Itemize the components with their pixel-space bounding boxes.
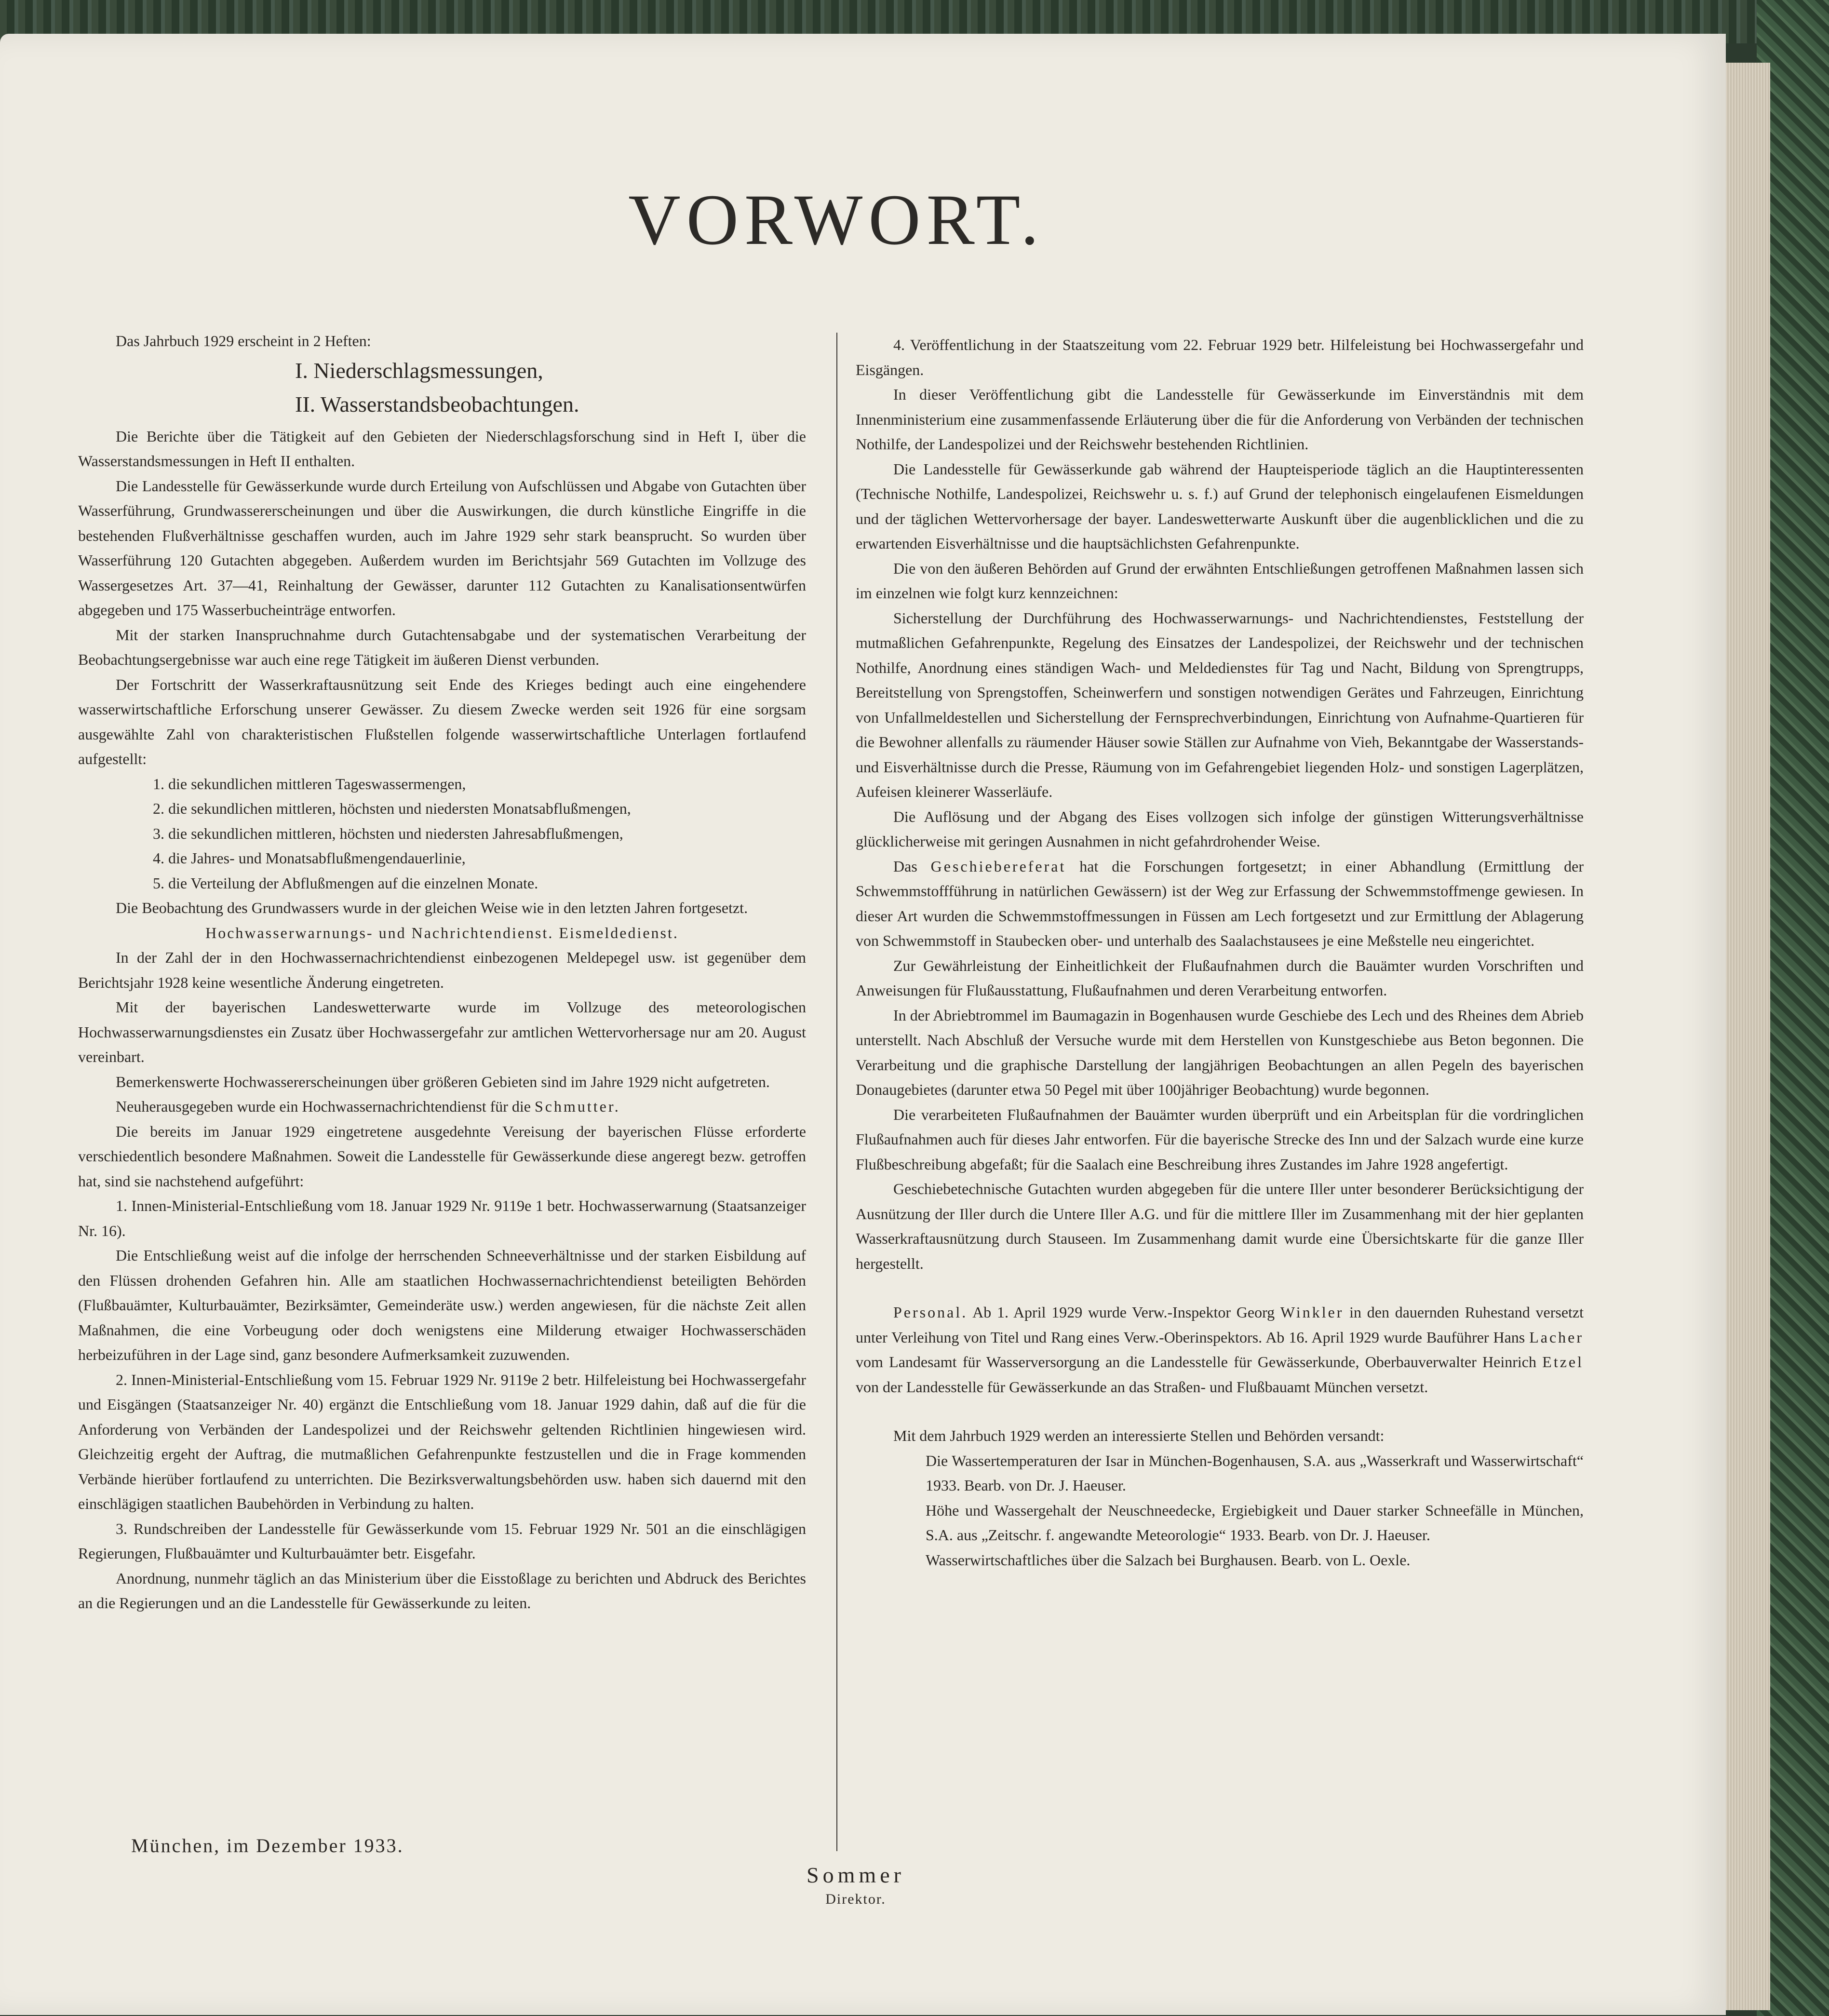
paragraph: 3. Rundschreiben der Landesstelle für Gewässerkunde vom 15. Februar 1929 Nr. 501 an die einschlägigen Regierungen, Flußbauämter und Kulturbauämter betr. Eisgefahr.	[78, 1519, 806, 1562]
signature-name: Sommer	[807, 1863, 905, 1887]
publication-item: Wasserwirtschaftliches über die Salzach bei Burghausen. Bearb. von L. Oexle.	[926, 1551, 1411, 1569]
person-name: Lacher	[1529, 1328, 1584, 1346]
paragraph: Die bereits im Januar 1929 eingetretene ausgedehnte Vereisung der bayerischen Flüsse erforderte verschiedentlich besondere Maßnahmen. Soweit die Landesstelle für Gewässerkunde diese angeregt bezw. getroffen hat, sind sie nachstehend aufgeführt:	[78, 1122, 806, 1190]
numbered-list	[153, 772, 806, 896]
person-name: Etzel	[1542, 1353, 1584, 1371]
list-item: 1. die sekundlichen mittleren Tageswassermengen,	[153, 775, 466, 793]
paragraph: Die Entschließung weist auf die infolge der herrschenden Schneeverhältnisse und der starken Eisbildung auf den Flüssen drohenden Gefahren hin. Alle am staatlichen Hochwassernachrichtendienst beteiligten Behörden (Flußbauämter, Kulturbauämter, Bezirksämter, Gemeinderäte usw.) werden angewiesen, für die nächste Zeit allen Maßnahmen, die eine Vorbeugung oder doch wenigstens eine Milderung etwaiger Hochwasserschäden herbeizuführen in der Lage sind, ganz besondere Aufmerksamkeit zuzuwenden.	[78, 1247, 806, 1363]
personnel-paragraph	[856, 1300, 1584, 1399]
paragraph: Die von den äußeren Behörden auf Grund der erwähnten Entschließungen getroffenen Maßnahmen lassen sich im einzelnen wie folgt kurz kennzeichnen:	[856, 559, 1584, 602]
publication-list	[926, 1449, 1584, 1573]
paragraph: 4. Veröffentlichung in der Staatszeitung vom 22. Februar 1929 betr. Hilfeleistung bei Hochwassergefahr und Eisgängen.	[856, 336, 1584, 378]
paragraph: Mit der starken Inanspruchnahme durch Gutachtensabgabe und der systematischen Verarbeitung der Beobachtungsergebnisse war auch eine rege Tätigkeit im äußeren Dienst verbunden.	[78, 626, 806, 668]
publication-item: Höhe und Wassergehalt der Neuschneedecke, Ergiebigkeit und Dauer starker Schneefälle in München, S.A. aus „Zeitschr. f. angewandte Meteorologie“ 1933. Bearb. von Dr. J. Haeuser.	[926, 1501, 1584, 1544]
list-item: 2. die sekundlichen mittleren, höchsten und niedersten Monatsabflußmengen,	[153, 800, 631, 817]
paragraph: Die Landesstelle für Gewässerkunde wurde durch Erteilung von Aufschlüssen und Abgabe von Gutachten über Wasserführung, Grundwassererscheinungen und über die Auswirkungen, die durch künstliche Eingriffe in die bestehenden Flußverhältnisse geschaffen wurden, auch im Jahre 1929 sehr stark beansprucht. So wurden über Wasserführung 120 Gutachten abgegeben. Außerdem wurden im Berichtsjahr 569 Gutachten im Vollzuge des Wassergesetzes Art. 37—41, Reinhaltung der Gewässer, darunter 112 Gutachten zu Kanalisationsentwürfen abgegeben und 175 Wasserbucheinträge entworfen.	[78, 477, 806, 618]
paragraph: Der Fortschritt der Wasserkraftausnützung seit Ende des Krieges bedingt auch eine eingehendere wasserwirtschaftliche Erforschung unserer Gewässer. Zu diesem Zwecke werden seit 1926 für eine sorgsam ausgewählte Zahl von charakteristischen Flußstellen folgende wasserwirtschaftliche Unterlagen fortlaufend aufgestellt:	[78, 675, 806, 767]
volume-list	[295, 354, 806, 421]
paragraph: Die Berichte über die Tätigkeit auf den Gebieten der Niederschlagsforschung sind in Heft I, über die Wasserstandsmessungen in Heft II enthalten.	[78, 427, 806, 470]
intro-line: Das Jahrbuch 1929 erscheint in 2 Heften:	[116, 332, 371, 349]
list-item: 5. die Verteilung der Abflußmengen auf die einzelnen Monate.	[153, 874, 538, 892]
paragraph: Bemerkenswerte Hochwassererscheinungen über größeren Gebieten sind im Jahre 1929 nicht aufgetreten.	[116, 1073, 770, 1090]
paragraph: 1. Innen-Ministerial-Entschließung vom 18. Januar 1929 Nr. 9119e 1 betr. Hochwasserwarnung (Staatsanzeiger Nr. 16).	[78, 1197, 806, 1239]
place-date: München, im Dezember 1933.	[131, 1835, 404, 1856]
paragraph: Die Landesstelle für Gewässerkunde gab während der Haupteisperiode täglich an die Hauptinteressenten (Technische Nothilfe, Landespolizei, Reichswehr u. s. f.) auf Grund der telephonisch eingelaufenen Eismeldungen und der täglichen Wettervorhersage der bayer. Landeswetterwarte Auskunft über die augenblicklichen und die zu erwartenden Eisverhältnisse und die hauptsächlichsten Gefahrenpunkte.	[856, 460, 1584, 552]
paragraph-text: in den dauernden Ruhestand versetzt unter Verleihung von Titel und Rang eines Verw.-Oberinspektors. Ab 16. April 1929 wurde Bauführer Hans	[856, 1304, 1584, 1346]
paragraph: Die Beobachtung des Grundwassers wurde in der gleichen Weise wie in den letzten Jahren fortgesetzt.	[116, 899, 748, 916]
paragraph: Geschiebetechnische Gutachten wurden abgegeben für die untere Iller unter besonderer Berücksichtigung der Ausnützung der Iller durch die Untere Iller A.G. und für die mittlere Iller im Zusammenhang mit der hier geplanten Wasserkraftausnützung durch Stauseen. Im Zusammenhang damit wurde eine Übersichtskarte für die ganze Iller hergestellt.	[856, 1180, 1584, 1272]
paragraph: Die verarbeiteten Flußaufnahmen der Bauämter wurden überprüft und ein Arbeitsplan für die vordringlichen Flußaufnahmen auch für dieses Jahr entworfen. Für die bayerische Strecke des Inn und der Salzach wurde eine kurze Flußbeschreibung abgefaßt; für die Saalach eine Beschreibung ihres Zustandes im Jahre 1928 angefertigt.	[856, 1105, 1584, 1173]
volume-item: II. Wasserstandsbeobachtungen.	[295, 391, 579, 417]
paragraph: Anordnung, nunmehr täglich an das Ministerium über die Eisstoßlage zu berichten und Abdruck des Berichtes an die Regierungen und an die Landesstelle für Gewässerkunde zu leiten.	[78, 1569, 806, 1612]
signature-title: Direktor.	[825, 1891, 886, 1907]
section-heading: Hochwasserwarnungs- und Nachrichtendienst. Eismeldedienst.	[205, 924, 679, 941]
spacer	[856, 1276, 1584, 1300]
paragraph: Zur Gewährleistung der Einheitlichkeit der Flußaufnahmen durch die Bauämter wurden Vorschriften und Anweisungen für Flußausstattung, Flußaufnahmen und deren Verarbeitung entworfen.	[856, 956, 1584, 999]
list-item: 4. die Jahres- und Monatsabflußmengendauerlinie,	[153, 849, 466, 867]
publication-item: Die Wassertemperaturen der Isar in München-Bogenhausen, S.A. aus „Wasserkraft und Wasserwirtschaft“ 1933. Bearb. von Dr. J. Haeuser.	[926, 1452, 1584, 1494]
paragraph	[78, 1094, 806, 1119]
paragraph-text: Neuherausgegeben wurde ein Hochwassernachrichtendienst für die	[116, 1098, 535, 1115]
paragraph-text: Ab 1. April 1929 wurde Verw.-Inspektor Georg	[968, 1304, 1280, 1321]
spacer	[856, 1399, 1584, 1424]
paragraph-text: hat die Forschungen fortgesetzt; in einer Abhandlung (Ermittlung der Schwemmstoffführung in natürlichen Gewässern) ist der Weg zur Erfassung der Schwemmstoffmenge gewiesen. In dieser Art wurden die Schwemmstoffmessungen in Füssen am Lech fortgesetzt und zur Ermittlung der Ablagerung von Schwemmstoff in Staubecken ober- und unterhalb des Saalachstausees je eine Meßstelle neu eingerichtet.	[856, 857, 1584, 949]
paragraph: Mit dem Jahrbuch 1929 werden an interessierte Stellen und Behörden versandt:	[893, 1427, 1385, 1444]
emphasized-term: Geschiebereferat	[930, 857, 1066, 875]
river-name: Schmutter.	[534, 1098, 620, 1115]
paragraph: Sicherstellung der Durchführung des Hochwasserwarnungs- und Nachrichtendienstes, Feststellung der mutmaßlichen Gefahrenpunkte, Regelung des Einsatzes der Landespolizei, der Reichswehr und der technischen Nothilfe, Anordnung eines ständigen Wach- und Meldedienstes für Tag und Nacht, Bildung von Sprengtrupps, Bereitstellung von Sprengstoffen, Scheinwerfern und sonstigen notwendigen Gerätes und Fahrzeugen, Einrichtung von Unfallmeldestellen und Sicherstellung der Fernsprechverbindungen, Einrichtung von Aufnahme-Quartieren für die Bewohner allenfalls zu räumender Häuser sowie Ställen zur Aufnahme von Vieh, Bekanntgabe der Wasserstands- und Eisverhältnisse durch die Presse, Räumung von im Gefahrengebiet liegenden Holz- und sonstigen Lagerplätzen, Aufeisen kleinerer Wasserläufe.	[856, 609, 1584, 800]
document-page	[0, 34, 1726, 2015]
right-column	[856, 333, 1584, 1572]
paragraph-text: Das	[893, 857, 931, 875]
paragraph: Mit der bayerischen Landeswetterwarte wurde im Vollzuge des meteorologischen Hochwasserwarnungsdienstes ein Zusatz über Hochwassergefahr zur amtlichen Wettervorhersage nur am 20. August vereinbart.	[78, 998, 806, 1065]
paragraph: In dieser Veröffentlichung gibt die Landesstelle für Gewässerkunde im Einverständnis mit dem Innenministerium eine zusammenfassende Erläuterung über die für die Anforderung von Verbänden der technischen Nothilfe, der Landespolizei und der Reichswehr bestehenden Richtlinien.	[856, 386, 1584, 453]
paragraph: In der Zahl der in den Hochwassernachrichtendienst einbezogenen Meldepegel usw. ist gegenüber dem Berichtsjahr 1928 keine wesentliche Änderung eingetreten.	[78, 949, 806, 991]
paragraph-text: vom Landesamt für Wasserversorgung an die Landesstelle für Gewässerkunde, Oberbauverwalter Heinrich	[856, 1353, 1543, 1371]
emphasized-term: Personal.	[893, 1304, 968, 1321]
paragraph-text: von der Landesstelle für Gewässerkunde an das Straßen- und Flußbauamt München versetzt.	[856, 1378, 1428, 1396]
left-column	[78, 329, 806, 1616]
paragraph: Die Auflösung und der Abgang des Eises vollzogen sich infolge der günstigen Witterungsverhältnisse glücklicherweise mit geringen Ausnahmen in nicht gefahrdrohender Weise.	[856, 807, 1584, 850]
paragraph: In der Abriebtrommel im Baumagazin in Bogenhausen wurde Geschiebe des Lech und des Rheines dem Abrieb unterstellt. Nach Abschluß der Versuche wurde mit dem Herstellen von Kunstgeschiebe aus Beton begonnen. Die Verarbeitung und die graphische Darstellung der langjährigen Beobachtungen an allen Pegeln des bayerischen Donaugebietes (darunter etwa 50 Pegel mit über 100jähriger Beobachtung) wurde begonnen.	[856, 1006, 1584, 1098]
list-item: 3. die sekundlichen mittleren, höchsten und niedersten Jahresabflußmengen,	[153, 824, 623, 842]
page-title: VORWORT.	[628, 180, 1045, 260]
person-name: Winkler	[1280, 1304, 1344, 1321]
column-divider	[836, 333, 837, 1851]
volume-item: I. Niederschlagsmessungen,	[295, 358, 543, 383]
signature-block	[730, 1861, 981, 1909]
paragraph: 2. Innen-Ministerial-Entschließung vom 15. Februar 1929 Nr. 9119e 2 betr. Hilfeleistung bei Hochwassergefahr und Eisgängen (Staatsanzeiger Nr. 40) ergänzt die Entschließung vom 18. Januar 1929 dahin, daß auf die für die Anforderung von Verbänden der Landespolizei und der Reichswehr geltenden Richtlinien hingewiesen wird. Gleichzeitig ergeht der Auftrag, die mutmaßlichen Gefahrenpunkte festzustellen und die in Frage kommenden Verbände hierüber fortlaufend zu unterrichten. Die Bezirksverwaltungsbehörden usw. haben sich dauernd mit den einschlägigen staatlichen Baubehörden in Verbindung zu halten.	[78, 1371, 806, 1512]
paragraph	[856, 854, 1584, 954]
